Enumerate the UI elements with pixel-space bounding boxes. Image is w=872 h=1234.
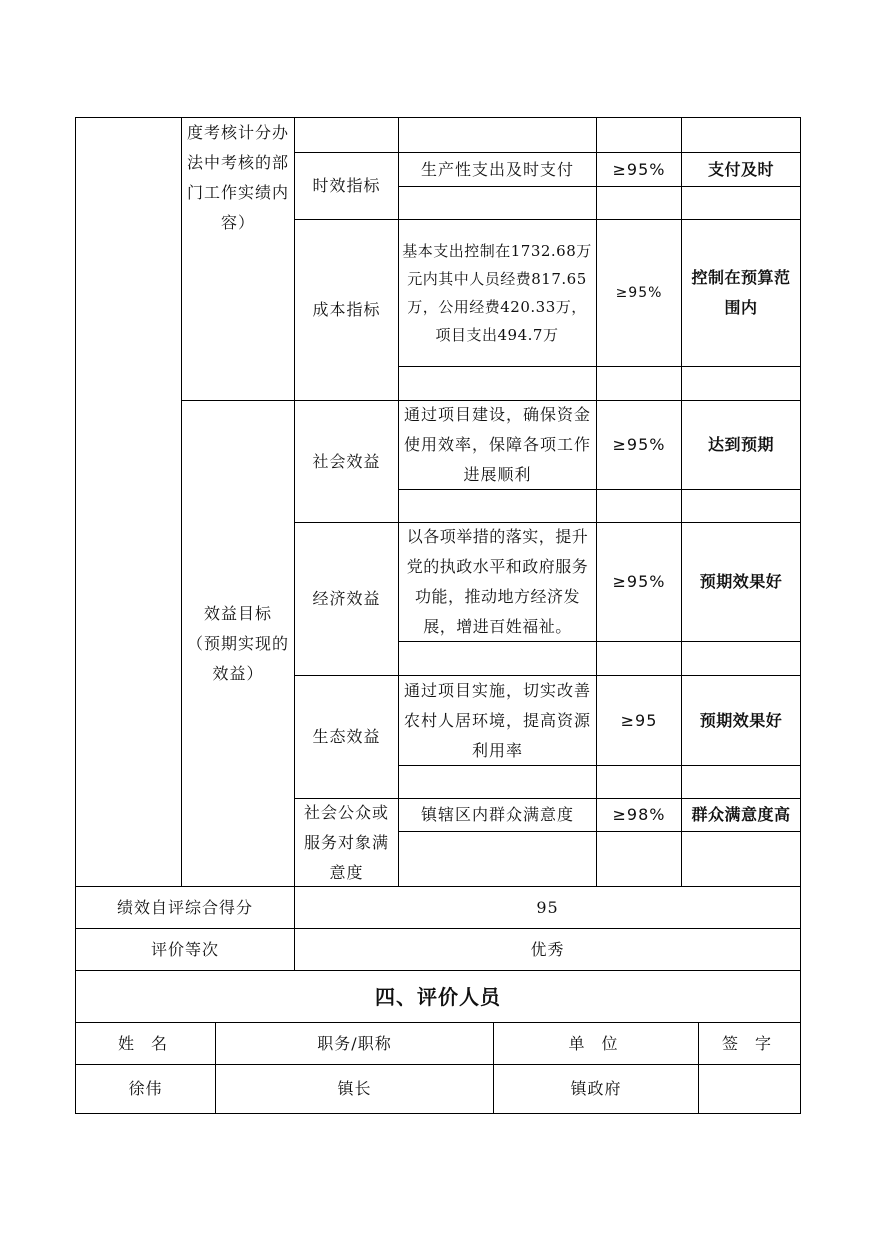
timeliness-content: 生产性支出及时支付 [420, 159, 574, 179]
social-content: 通过项目建设，确保资金使用效率，保障各项工作进展顺利 [403, 405, 591, 484]
economic-result: 预期效果好 [699, 572, 783, 591]
satisfaction-indicator: 社会公众或服务对象满意度 [303, 802, 389, 882]
score-label: 绩效自评综合得分 [116, 897, 253, 917]
score-value: 95 [536, 897, 559, 917]
header-title: 职务/职称 [317, 1033, 392, 1053]
timeliness-result: 支付及时 [707, 159, 774, 179]
ecological-target: ≥95 [620, 710, 658, 730]
ecological-result: 预期效果好 [699, 710, 783, 730]
evaluator-signature [699, 1065, 800, 1113]
economic-content: 以各项举措的落实，提升党的执政水平和政府服务功能，推动地方经济发展，增进百姓福祉。 [406, 527, 589, 636]
grade-value: 优秀 [530, 939, 565, 959]
evaluator-title: 镇长 [337, 1079, 372, 1098]
ecological-content: 通过项目实施，切实改善农村人居环境，提高资源利用率 [403, 680, 591, 760]
social-result: 达到预期 [707, 435, 774, 454]
evaluator-name: 徐伟 [128, 1079, 163, 1098]
satisfaction-content: 镇辖区内群众满意度 [420, 805, 574, 824]
evaluator-unit: 镇政府 [570, 1079, 622, 1098]
grade-label: 评价等次 [150, 939, 219, 959]
cost-target: ≥95% [615, 285, 663, 301]
cost-indicator: 成本指标 [312, 300, 381, 319]
benefit-goal-label: 效益目标 （预期实现的效益） [186, 603, 289, 683]
section-title: 四、评价人员 [375, 984, 501, 1009]
timeliness-target: ≥95% [612, 159, 666, 179]
cost-result: 控制在预算范围内 [691, 268, 791, 317]
header-signature: 签 字 [721, 1033, 778, 1053]
social-indicator: 社会效益 [312, 451, 381, 471]
header-name: 姓 名 [117, 1033, 174, 1053]
economic-target: ≥95% [612, 572, 666, 591]
economic-indicator: 经济效益 [312, 589, 381, 608]
timeliness-indicator: 时效指标 [312, 176, 381, 195]
ecological-indicator: 生态效益 [312, 727, 381, 746]
satisfaction-result: 群众满意度高 [691, 805, 791, 824]
cost-content: 基本支出控制在1732.68万元内其中人员经费817.65万，公用经费420.33万，项目支出494.7万 [402, 242, 592, 344]
dept-assessment-text: 度考核计分办法中考核的部门工作实绩内容） [186, 123, 289, 232]
header-unit: 单 位 [568, 1033, 624, 1053]
satisfaction-target: ≥98% [612, 805, 666, 824]
social-target: ≥95% [612, 435, 666, 454]
